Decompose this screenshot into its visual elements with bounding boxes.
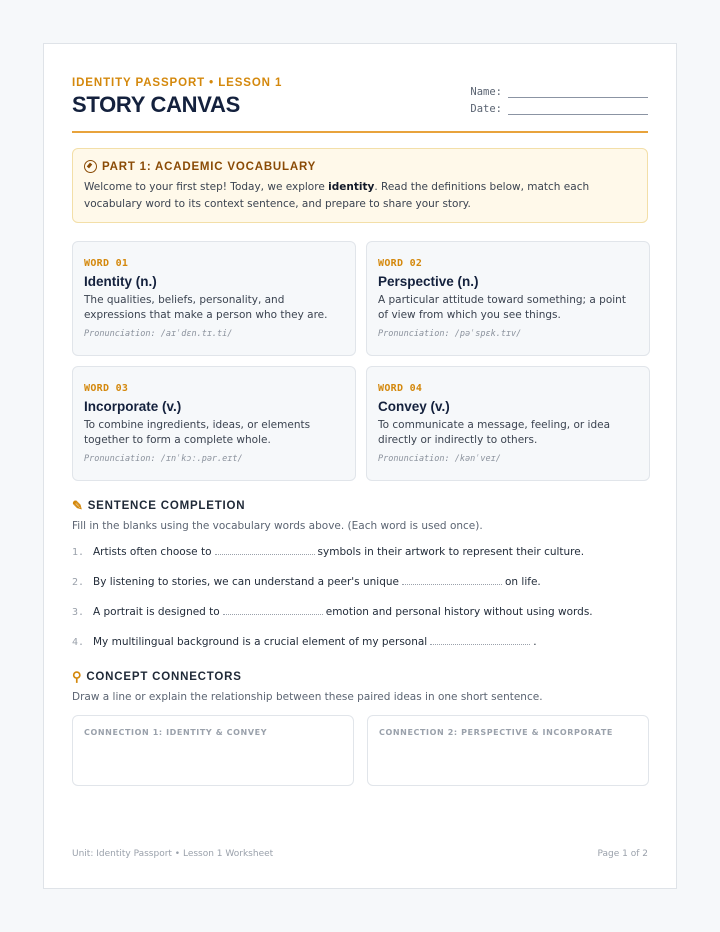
- sentence-start: A portrait is designed to: [93, 606, 220, 618]
- name-line[interactable]: [508, 88, 648, 98]
- sentence-number: 4.: [72, 637, 85, 648]
- page-footer: [72, 849, 648, 859]
- intro-text: [84, 179, 636, 213]
- name-date-fields: [470, 81, 648, 115]
- sentence-end: symbols in their artwork to represent their culture.: [317, 546, 585, 558]
- answer-blank[interactable]: [402, 576, 502, 585]
- vocab-definition: The qualities, beliefs, personality, and expressions that make a person who they are.: [84, 294, 328, 321]
- vocab-pronunciation: Pronunciation: /aɪˈdɛn.tɪ.ti/: [84, 329, 233, 339]
- answer-blank[interactable]: [430, 636, 530, 645]
- connection-box-1[interactable]: [72, 715, 354, 786]
- vocab-definition: To communicate a message, feeling, or idea directly or indirectly to others.: [378, 419, 611, 446]
- completion-heading: [72, 498, 245, 514]
- connection-icon: ⚲: [72, 669, 83, 684]
- connectors-heading: [72, 669, 242, 685]
- connection-label: CONNECTION 2: PERSPECTIVE & INCORPORATE: [379, 728, 613, 737]
- lesson-eyebrow: IDENTITY PASSPORT • LESSON 1: [72, 77, 283, 89]
- connection-box-2[interactable]: [367, 715, 649, 786]
- sentence-item: [72, 576, 650, 606]
- word-tag: WORD 03: [84, 383, 129, 394]
- vocab-word: Incorporate (v.): [84, 399, 182, 414]
- vocab-word: Identity (n.): [84, 274, 157, 289]
- footer-page-number: Page 1 of 2: [597, 849, 648, 859]
- intro-text-start: Welcome to your first step! Today, we explore: [84, 181, 329, 193]
- vocab-definition: To combine ingredients, ideas, or elements together to form a complete whole.: [84, 419, 311, 446]
- vocab-card: [72, 241, 356, 356]
- vocab-pronunciation: Pronunciation: /kənˈveɪ/: [378, 454, 501, 464]
- pencil-icon: ✎: [72, 498, 84, 513]
- sentence-number: 3.: [72, 607, 85, 618]
- intro-text-end: . Read the definitions below, match each vocabulary word to its context sentence, and prepare to share your story.: [84, 181, 590, 210]
- connectors-heading-text: CONCEPT CONNECTORS: [86, 671, 242, 683]
- word-tag: WORD 02: [378, 258, 423, 269]
- sentence-number: 2.: [72, 577, 85, 588]
- worksheet-header: [72, 77, 648, 133]
- vocab-word: Perspective (n.): [378, 274, 479, 289]
- word-tag: WORD 01: [84, 258, 129, 269]
- sentence-start: My multilingual background is a crucial element of my personal: [93, 636, 428, 648]
- intro-text-bold: identity: [328, 181, 375, 193]
- sentence-end: emotion and personal history without using words.: [325, 606, 593, 618]
- date-label: Date:: [470, 103, 502, 115]
- sentence-item: [72, 636, 650, 666]
- sentence-number: 1.: [72, 547, 85, 558]
- sentence-item: [72, 606, 650, 636]
- intro-heading-text: PART 1: ACADEMIC VOCABULARY: [102, 160, 317, 173]
- compass-icon: [84, 160, 97, 173]
- vocab-pronunciation: Pronunciation: /pəˈspɛk.tɪv/: [378, 329, 522, 339]
- vocab-card: [366, 241, 650, 356]
- sentence-item: [72, 546, 650, 576]
- sentence-start: Artists often choose to: [93, 546, 212, 558]
- sentence-start: By listening to stories, we can understand a peer's unique: [93, 576, 399, 588]
- footer-unit: Unit: Identity Passport • Lesson 1 Worksheet: [72, 849, 274, 859]
- completion-instructions: Fill in the blanks using the vocabulary words above. (Each word is used once).: [72, 520, 483, 532]
- vocab-card: [72, 366, 356, 481]
- date-line[interactable]: [508, 105, 648, 115]
- answer-blank[interactable]: [223, 606, 323, 615]
- intro-callout: [72, 148, 648, 223]
- sentence-end: on life.: [505, 576, 541, 588]
- intro-heading: [84, 160, 636, 173]
- connectors-instructions: Draw a line or explain the relationship between these paired ideas in one short sentence.: [72, 691, 543, 703]
- vocab-card: [366, 366, 650, 481]
- date-field[interactable]: [470, 98, 648, 115]
- page-title: STORY CANVAS: [72, 92, 240, 117]
- word-tag: WORD 04: [378, 383, 423, 394]
- sentence-list: [72, 546, 650, 666]
- connection-label: CONNECTION 1: IDENTITY & CONVEY: [84, 728, 268, 737]
- worksheet-page: [43, 43, 677, 889]
- name-label: Name:: [470, 86, 502, 98]
- sentence-end: .: [533, 636, 537, 648]
- vocab-pronunciation: Pronunciation: /ɪnˈkɔː.pər.eɪt/: [84, 454, 243, 464]
- answer-blank[interactable]: [215, 546, 315, 555]
- vocab-word: Convey (v.): [378, 399, 450, 414]
- vocab-definition: A particular attitude toward something; a point of view from which you see things.: [378, 294, 626, 321]
- completion-heading-text: SENTENCE COMPLETION: [87, 500, 246, 512]
- vocab-cards: [72, 241, 650, 481]
- name-field[interactable]: [470, 81, 648, 98]
